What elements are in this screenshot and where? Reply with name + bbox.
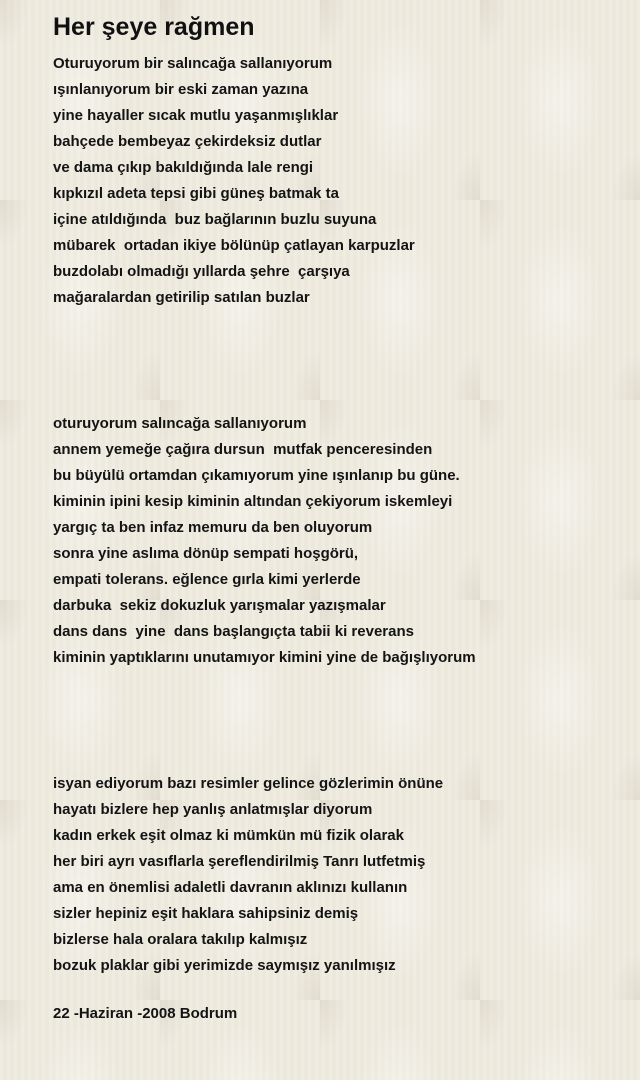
poem-line: bu büyülü ortamdan çıkamıyorum yine ışınlanıp bu güne. bbox=[53, 467, 460, 484]
poem-line: yine hayaller sıcak mutlu yaşanmışlıklar bbox=[53, 107, 339, 124]
poem-line: kiminin yaptıklarını unutamıyor kimini yine de bağışlıyorum bbox=[53, 649, 476, 666]
stanza-spacer bbox=[53, 311, 628, 411]
poem-line: kadın erkek eşit olmaz ki mümkün mü fizik olarak bbox=[53, 827, 404, 844]
poem-line: Oturuyorum bir salıncağa sallanıyorum bbox=[53, 55, 333, 72]
poem-line: mübarek ortadan ikiye bölünüp çatlayan karpuzlar bbox=[53, 237, 415, 254]
poem-line: içine atıldığında buz bağlarının buzlu suyuna bbox=[53, 211, 377, 228]
poem-line: mağaralardan getirilip satılan buzlar bbox=[53, 289, 310, 306]
poem-line: kıpkızıl adeta tepsi gibi güneş batmak ta bbox=[53, 185, 339, 202]
poem-line: annem yemeğe çağıra dursun mutfak penceresinden bbox=[53, 441, 433, 458]
poem-line: dans dans yine dans başlangıçta tabii ki reverans bbox=[53, 623, 414, 640]
poem-title: Her şeye rağmen bbox=[53, 13, 255, 41]
poem-line: empati tolerans. eğlence gırla kimi yerlerde bbox=[53, 571, 361, 588]
poem-line: ışınlanıyorum bir eski zaman yazına bbox=[53, 81, 309, 98]
poem-line: bahçede bembeyaz çekirdeksiz dutlar bbox=[53, 133, 322, 150]
poem-line: bozuk plaklar gibi yerimizde saymışız yanılmışız bbox=[53, 957, 396, 974]
poem-line: isyan ediyorum bazı resimler gelince gözlerimin önüne bbox=[53, 775, 444, 792]
poem-page bbox=[53, 12, 628, 1027]
poem-line: oturuyorum salıncağa sallanıyorum bbox=[53, 415, 307, 432]
poem-line: ama en önemlisi adaletli davranın aklınızı kullanın bbox=[53, 879, 408, 896]
poem-line: bizlerse hala oralara takılıp kalmışız bbox=[53, 931, 308, 948]
poem-line: kiminin ipini kesip kiminin altından çekiyorum iskemleyi bbox=[53, 493, 453, 510]
poem-line: ve dama çıkıp bakıldığında lale rengi bbox=[53, 159, 314, 176]
signature-spacer bbox=[53, 979, 628, 1001]
poem-line: sizler hepiniz eşit haklara sahipsiniz demiş bbox=[53, 905, 359, 922]
poem-line: buzdolabı olmadığı yıllarda şehre çarşıya bbox=[53, 263, 350, 280]
stanza-spacer bbox=[53, 671, 628, 771]
poem-signature: 22 -Haziran -2008 Bodrum bbox=[53, 1005, 238, 1022]
poem-line: her biri ayrı vasıflarla şereflendirilmiş Tanrı lutfetmiş bbox=[53, 853, 426, 870]
stanza-3 bbox=[53, 771, 628, 979]
stanza-2 bbox=[53, 411, 628, 671]
stanza-1 bbox=[53, 51, 628, 311]
poem-line: hayatı bizlere hep yanlış anlatmışlar diyorum bbox=[53, 801, 373, 818]
poem-line: sonra yine aslıma dönüp sempati hoşgörü, bbox=[53, 545, 359, 562]
poem-line: darbuka sekiz dokuzluk yarışmalar yazışmalar bbox=[53, 597, 386, 614]
poem-line: yargıç ta ben infaz memuru da ben oluyorum bbox=[53, 519, 373, 536]
